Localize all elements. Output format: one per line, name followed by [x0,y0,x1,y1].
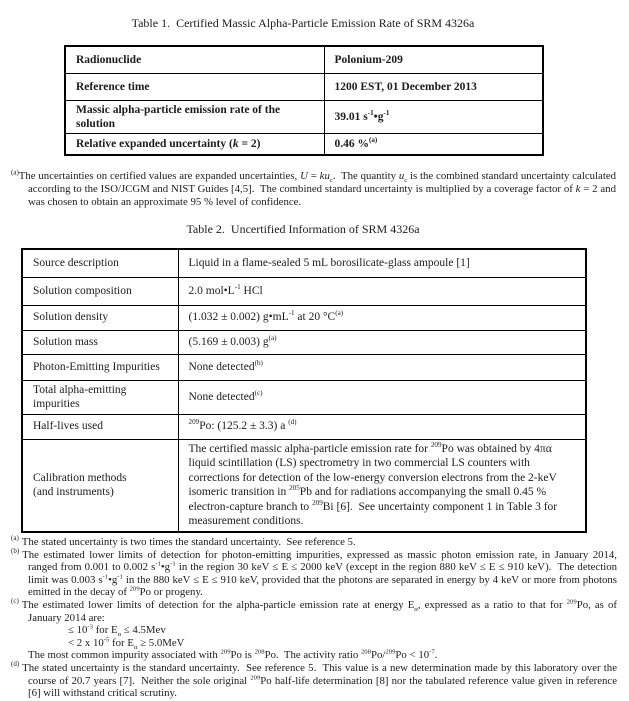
table2-footnote-block [11,536,617,700]
footnote-text: The estimated lower limits of detection for photon-emitting impurities, expressed as massic photon emission rate, in January 2014, ranged from 0.001 to 0.002 $s^{-1}•g^{-1}$ in the region 30 keV ≤ E ≤ 2000 keV (except in the region 880 keV ≤ E ≤ 910 keV). The detection limit was 0.003 $s^{-1}•g^{-1}$ in the 880 keV ≤ E ≤ 910 keV, provided that the photons are separated in energy by 4 keV or more from photons emitted in the decay of $^{209}$Po or progeny. [22,548,617,599]
detection-limit-line-2: < 2 x $10^{-5}$ for $E_\alpha \ge 5.0MeV$ [68,636,185,651]
table-row [22,330,586,354]
table-row [22,414,586,439]
table-row [22,249,586,277]
row-value-cell: Liquid in a flame-sealed 5 mL borosilicate-glass ampoule [1] [178,249,586,277]
table2-title: Table 2. Uncertified Information of SRM 4326a [186,222,420,236]
row-value-cell: (1.032 ± 0.002) $g•mL^{-1}$ at 20 $^\circ C^{(a)}$ [178,305,586,330]
footnote-marker: (a) [11,534,19,543]
table1-title: Table 1. Certified Massic Alpha-Particle Emission Rate of SRM 4326a [131,16,475,30]
row-value-cell: 2.0 $mol•L^{-1}$ HCl [178,277,586,305]
table-row [22,354,586,380]
detection-limit-line-1: ≤ $10^{-3}$ for $E_\alpha \le 4.5Mev$ [68,623,166,639]
row-value-cell: 1200 EST, 01 December 2013 [324,73,543,100]
row-label-cell: Relative expanded uncertainty (k = 2) [65,133,324,155]
row-value-cell: 0.46 %$^{(a)}$ [324,133,543,155]
table-row [22,380,586,414]
row-label-cell: Calibration methods (and instruments) [22,439,178,532]
footnote-c-continuation: The most common impurity associated with $^{209}$Po is $^{208}$Po. The activity ratio $^{208}Po/^{209}Po < 10^{-7}$. [28,648,438,662]
row-label-cell: Total alpha-emitting impurities [22,380,178,414]
row-value-cell: The certified massic alpha-particle emission rate for $^{209}$Po was obtained by 4πα liquid scintillation (LS) spectrometry in two commercial LS counters with corrections for detection of the low-energy conversion electrons from the 2-keV isomeric transition in $^{205}$Pb and for radiations accompanying the small 0.45 % electron-capture branch to $^{209}$Bi [6]. See uncertainty component 1 in Table 3 for measurement conditions. [178,439,586,532]
footnote-marker: (b) [11,547,20,555]
row-value-cell: Polonium-209 [324,46,543,73]
table-row [65,46,543,73]
table1-footnote-block [11,170,616,210]
row-label-cell: Solution composition [22,277,178,305]
row-value-cell: None detected$^{(c)}$ [178,380,586,414]
footnote-d [11,662,617,700]
row-label-cell: Solution density [22,305,178,330]
row-value-cell: 39.01 $s^{-1}•g^{-1}$ [324,100,543,133]
footnote-marker: (d) [11,660,20,669]
table-row [22,305,586,330]
footnote-text: The stated uncertainty is two times the standard uncertainty. See reference 5. [21,536,356,548]
footnote-text: The uncertainties on certified values are expanded uncertainties, $U = ku_c$. The quantity $u_c$ is the combined standard uncertainty calculated according to the ISO/JCGM and NIST Guides [4,5]. The combined standard uncertainty is multiplied by a coverage factor of k = 2 and was chosen to obtain an approximate 95 % level of confidence. [18,170,617,209]
footnote-c [11,599,617,662]
footnote-text: The estimated lower limits of detection for the alpha-particle emission rate at energy $E_\alpha$, expressed as a ratio to that for $^{209}$Po, as of January 2014 are: [21,598,617,624]
footnote-a [11,536,617,549]
footnote-marker: (c) [11,597,19,606]
row-value-cell: (5.169 ± 0.003) $g^{(a)}$ [178,330,586,354]
table2 [21,248,587,533]
table1 [64,45,544,156]
row-label-cell: Massic alpha-particle emission rate of the solution [65,100,324,133]
row-label-cell: Photon-Emitting Impurities [22,354,178,380]
footnote-b [11,549,617,599]
table-row [65,100,543,133]
table-row [22,439,586,532]
row-label-cell: Source description [22,249,178,277]
footnote-marker: (a) [11,168,19,177]
table-row [65,73,543,100]
row-value-cell: None detected$^{(b)}$ [178,354,586,380]
row-label-cell: Solution mass [22,330,178,354]
row-label-cell: Half-lives used [22,414,178,439]
footnote-text: The stated uncertainty is the standard uncertainty. See reference 5. This value is a new determination made by this laboratory over the course of 20.7 years [7]. Neither the sole original $^{209}$Po half-life determination [8] nor the tabulated reference value given in reference [6] will withstand critical scrutiny. [22,661,617,700]
table-row [22,277,586,305]
row-label-cell: Radionuclide [65,46,324,73]
row-label-cell: Reference time [65,73,324,100]
footnote-a-table1 [11,170,616,210]
row-value-cell: $^{209}$Po: (125.2 ± 3.3) a $^{(d)}$ [178,414,586,439]
table-row [65,133,543,155]
